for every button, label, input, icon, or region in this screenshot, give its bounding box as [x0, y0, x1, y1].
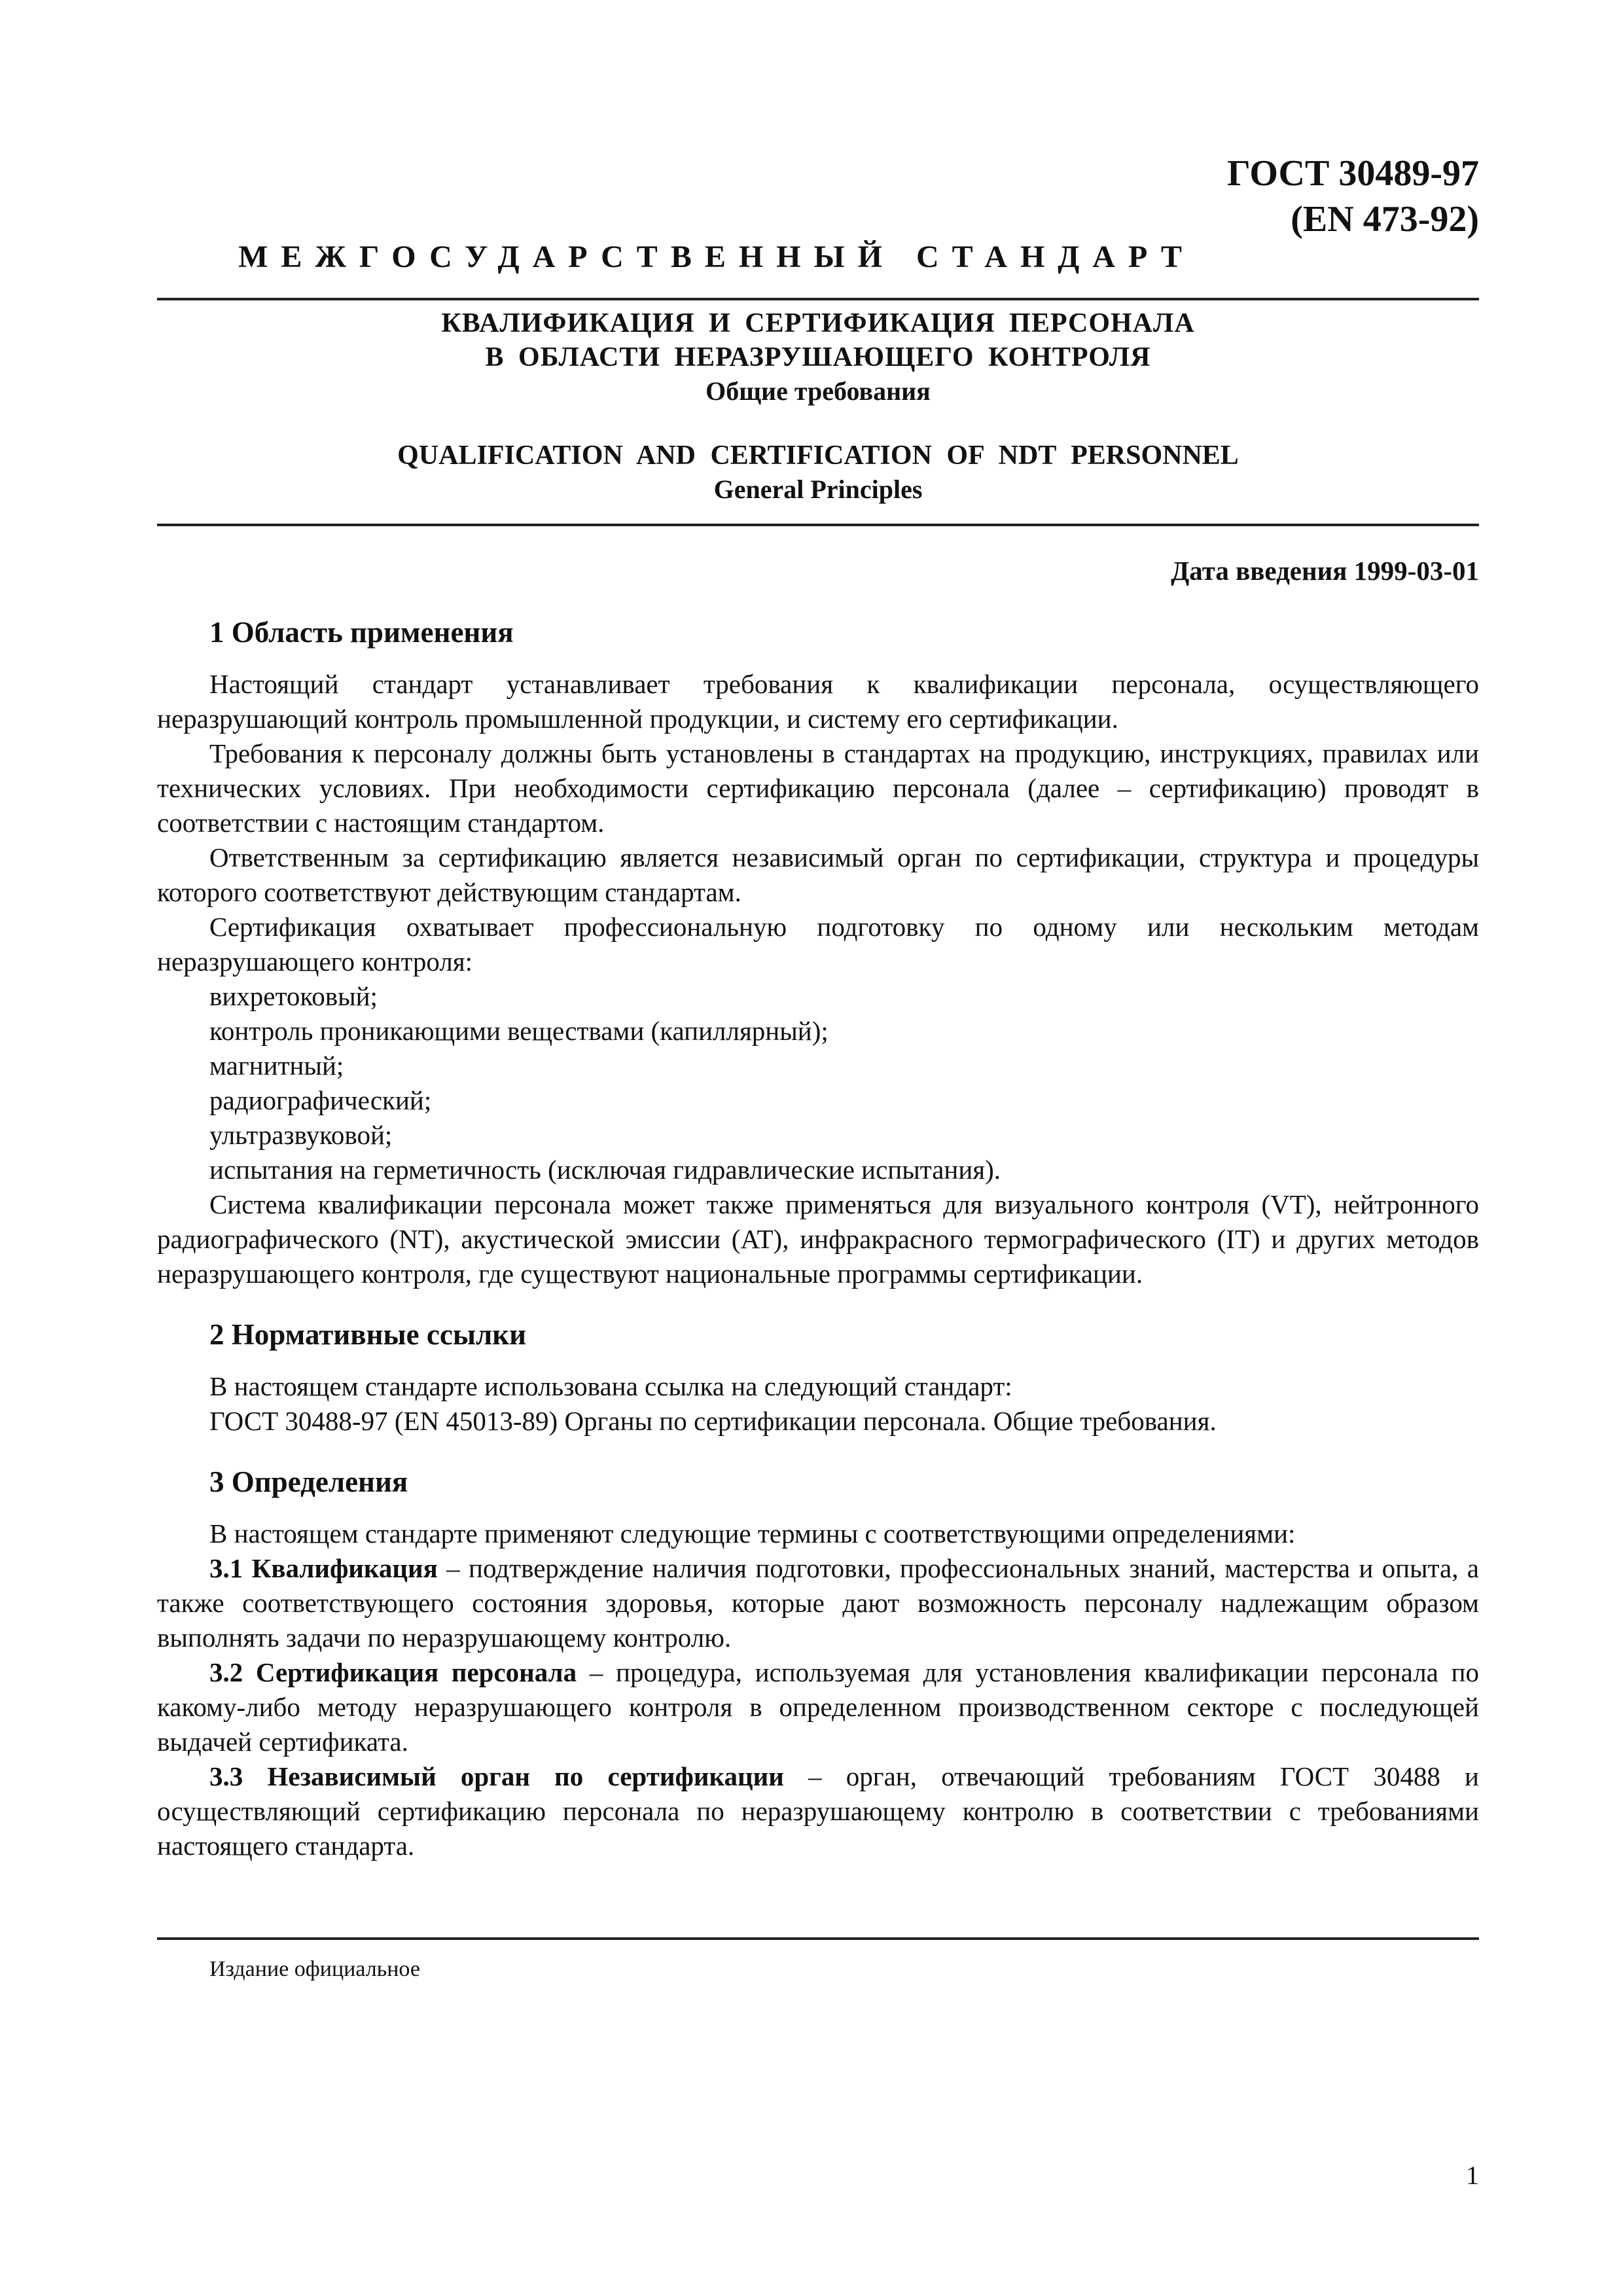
ndt-method-item: вихретоковый; [209, 981, 378, 1011]
title-ru-subtitle: Общие требования [705, 376, 931, 406]
section-3-intro: В настоящем стандарте применяют следующие термины с соответствующими определениями: [209, 1518, 1296, 1549]
definition-text: – подтверждение наличия подготовки, профессиональных знаний, мастерства и опыта, а также соответствующего состояния здоровья, которые дают возможность персоналу надлежащим образом выполнять задачи по неразрушающему контролю. [157, 1553, 1479, 1653]
footer-rule [157, 1937, 1479, 1940]
section-1-title: 1 Область применения [209, 616, 514, 649]
title-ru-line1: КВАЛИФИКАЦИЯ И СЕРТИФИКАЦИЯ ПЕРСОНАЛА [441, 308, 1195, 338]
introduction-date: Дата введения 1999-03-01 [1171, 556, 1479, 586]
section-1-paragraph: Требования к персоналу должны быть установлены в стандартах на продукцию, инструкциях, правилах или технических условиях. При необходимости сертификацию персонала (далее – сертификацию) проводят в соответствии с настоящим стандартом. [157, 738, 1479, 838]
ndt-method-item: магнитный; [209, 1050, 344, 1081]
definition-3-1 [157, 1551, 1479, 1655]
gost-number: ГОСТ 30489-97 [1227, 153, 1479, 194]
definition-text: – процедура, используемая для установления квалификации персонала по какому-либо методу неразрушающего контроля в определенном производственном секторе с последующей выдачей сертификата. [157, 1657, 1479, 1757]
interstate-standard-label: МЕЖГОСУДАРСТВЕННЫЙ СТАНДАРТ [238, 240, 1195, 274]
title-en-line1: QUALIFICATION AND CERTIFICATION OF NDT PERSONNEL [397, 440, 1239, 471]
definition-3-2 [157, 1655, 1479, 1759]
section-1-paragraph: Сертификация охватывает профессиональную подготовку по одному или нескольким методам неразрушающего контроля: [157, 912, 1479, 977]
gost-code-block [890, 151, 1479, 242]
official-edition-note: Издание официальное [209, 1957, 420, 1981]
section-3-title: 3 Определения [209, 1465, 408, 1498]
definition-term: 3.1 Квалификация [209, 1553, 438, 1583]
ndt-method-item: испытания на герметичность (исключая гидравлические испытания). [209, 1155, 1001, 1185]
title-bottom-rule [157, 524, 1479, 526]
definition-3-3 [157, 1759, 1479, 1863]
definition-term: 3.2 Сертификация персонала [209, 1657, 577, 1687]
section-2-paragraph: В настоящем стандарте использована ссылка на следующий стандарт: [209, 1371, 1012, 1401]
top-rule [157, 298, 1479, 300]
section-2-title: 2 Нормативные ссылки [209, 1318, 527, 1351]
section-1-paragraph: Ответственным за сертификацию является независимый орган по сертификации, структура и процедуры которого соответствуют действующим стандартам. [157, 842, 1479, 907]
ndt-method-item: ультразвуковой; [209, 1120, 393, 1150]
title-ru-line2: В ОБЛАСТИ НЕРАЗРУШАЮЩЕГО КОНТРОЛЯ [485, 342, 1151, 372]
ndt-method-item: контроль проникающими веществами (капиллярный); [209, 1016, 829, 1046]
definition-text: – орган, отвечающий требованиям ГОСТ 30488 и осуществляющий сертификацию персонала по неразрушающему контролю в соответствии с требованиями настоящего стандарта. [157, 1761, 1479, 1861]
document-body [157, 615, 1479, 1863]
page-number: 1 [1466, 2161, 1479, 2190]
ndt-method-item: радиографический; [209, 1085, 432, 1115]
definition-term: 3.3 Независимый орган по сертификации [209, 1761, 784, 1791]
section-1-paragraph: Настоящий стандарт устанавливает требования к квалификации персонала, осуществляющего неразрушающий контроль промышленной продукции, и систему его сертификации. [157, 669, 1479, 734]
title-block [157, 306, 1479, 507]
en-number: (EN 473-92) [1291, 199, 1479, 240]
section-1-paragraph: Система квалификации персонала может также применяться для визуального контроля (VT), нейтронного радиографического (NT), акустической эмиссии (AT), инфракрасного термографического (IT) и других методов неразрушающего контроля, где существуют национальные программы сертификации. [157, 1189, 1479, 1289]
section-2-reference: ГОСТ 30488-97 (EN 45013-89) Органы по сертификации персонала. Общие требования. [209, 1406, 1217, 1436]
title-en-subtitle: General Principles [713, 475, 923, 504]
